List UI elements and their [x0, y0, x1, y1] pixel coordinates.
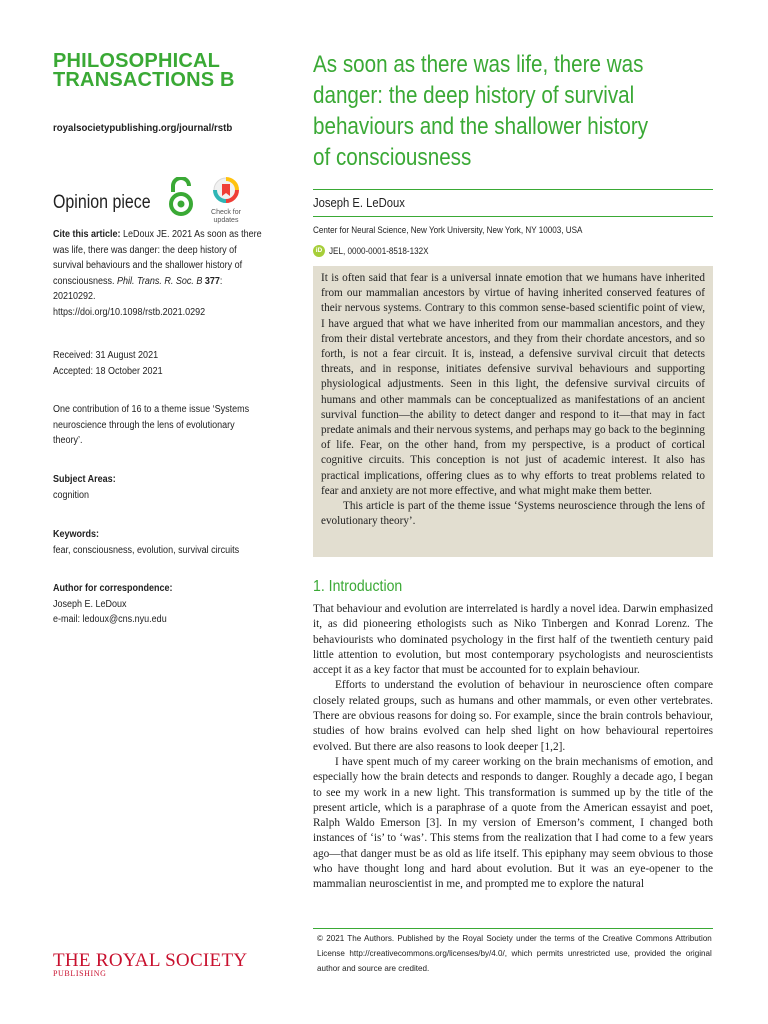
title-rule-bottom [313, 216, 713, 217]
orcid-id: JEL, 0000-0001-8518-132X [329, 245, 429, 256]
abstract-paragraph-2: This article is part of the theme issue ‘Systems neuroscience through the lens of evolutionary theory’. [321, 500, 705, 528]
correspondence-name: Joseph E. LeDoux [53, 598, 127, 610]
intro-paragraph-3: I have spent much of my career working on the brain mechanisms of emotion, and especially how the brain detects and responds to danger. Roughly a decade ago, I began to see my work in a new light. This transformation is summed up by the title of the present article, which is a paraphrase of a quote from the American essayist and poet, Ralph Waldo Emerson [3]. In my version of Emerson’s comment, I changed both instances of ‘is’ to ‘was’. This stems from the realization that I had come to a few years ago—that danger must be as old as life itself. This epiphany may seem obvious to those who have thought long and hard about evolution. But it was an eye-opener to the mammalian neuroscientist in me, and prompted me to explore the natural [313, 755, 713, 891]
orcid-row[interactable] [313, 244, 440, 257]
journal-name-line2: TRANSACTIONS B [53, 69, 235, 91]
check-updates-icon [212, 176, 240, 204]
contribution-note [53, 402, 263, 449]
open-access-icon [168, 177, 194, 217]
accepted-date: Accepted: 18 October 2021 [53, 365, 163, 377]
contribution-text: One contribution of 16 to a theme issue ‘Systems neuroscience through the lens of evolutionary theory’. [53, 404, 250, 446]
journal-name [53, 52, 273, 90]
intro-paragraph-2: Efforts to understand the evolution of behaviour in neuroscience often compare closely related groups, such as humans and other mammals, or even other vertebrates. There are obvious reasons for doing so. For example, since the brain controls behaviour, studies of how brains evolved can help shed light on how behavioural repertoires evolved. But there are also reasons to look deeper [1,2]. [313, 679, 713, 753]
citation-block [53, 227, 263, 320]
check-for-updates-badge[interactable] [204, 176, 248, 225]
title-rule-top [313, 189, 713, 190]
abstract-paragraph-1: It is often said that fear is a universal innate emotion that we humans have inherited from our mammalian ancestors by virtue of having inherited conserved features of their nervous systems. Contrary to this common sense-based scientific point of view, I have argued that what we have inherited from our mammalian ancestors, and they from their distal vertebrate ancestors, and they from their chordate ancestors, and so forth, is not a fear circuit. It is, instead, a defensive survival circuit that detects threats, and in response, initiates defensive survival behaviours and supporting physiological adjustments. Seen in this light, the defensive survival circuits of humans and other mammals can be conceptualized as manifestations of an ancient survival function—the ability to detect danger and respond to it—that may in fact predate animals and their nervous systems, and perhaps may go back to the beginning of life. Fear, on the other hand, from my perspective, is a product of cortical cognitive circuits. This conception is not just of academic interest. It also has practical implications, offering clues as to why efforts to treat problems related to fear and anxiety are not more effective, and what might make them better. [321, 272, 706, 497]
correspondence-block [53, 581, 263, 628]
subject-value: cognition [53, 489, 90, 501]
dates-block [53, 348, 263, 379]
royal-society-publishing: PUBLISHING [53, 969, 107, 978]
author-name: Joseph E. LeDoux [313, 196, 405, 210]
affiliation: Center for Neural Science, New York University, New York, NY 10003, USA [313, 225, 583, 235]
citation-article-no: : 20210292. [53, 275, 223, 302]
title-line-3: behaviours and the shallower history [313, 113, 649, 140]
subject-label: Subject Areas: [53, 474, 116, 485]
introduction-body [313, 602, 713, 893]
title-line-4: of consciousness [313, 144, 472, 171]
subject-areas [53, 472, 263, 503]
keywords-block [53, 527, 263, 558]
correspondence-email[interactable]: e-mail: ledoux@cns.nyu.edu [53, 614, 167, 625]
citation-volume: 377 [204, 275, 220, 287]
license-text: © 2021 The Authors. Published by the Royal Society under the terms of the Creative Commons Attribution License http://creativecommons.org/licenses/by/4.0/, which permits unrestricted use, provided the original author and source are credited. [317, 933, 712, 973]
royal-society-logo: THE ROYAL SOCIETY [53, 950, 248, 971]
check-updates-line1: Check for [211, 209, 241, 216]
article-type: Opinion piece [53, 192, 151, 213]
license-rule [313, 928, 713, 929]
journal-url[interactable]: royalsocietypublishing.org/journal/rstb [53, 122, 233, 134]
citation-journal: Phil. Trans. R. Soc. B [117, 275, 203, 287]
title-line-2: danger: the deep history of survival [313, 82, 635, 109]
section-heading-introduction: 1. Introduction [313, 578, 403, 595]
title-line-1: As soon as there was life, there was [313, 51, 644, 78]
orcid-icon: iD [313, 245, 325, 257]
citation-label: Cite this article: [53, 229, 121, 240]
citation-text: LeDoux JE. 2021 As soon as there was life, there was danger: the deep history of survival behaviours and the shallower history of consciousness. [53, 229, 262, 287]
keywords-label: Keywords: [53, 529, 100, 540]
correspondence-label: Author for correspondence: [53, 583, 173, 594]
journal-name-line1: PHILOSOPHICAL [53, 50, 221, 72]
intro-paragraph-1: That behaviour and evolution are interrelated is hardly a novel idea. Darwin emphasized it, as did pioneering ethologists such as Niko Tinbergen and Konrad Lorenz. The behaviourists who dominated psychology in the first half of the twentieth century paid little attention to evolution, but most contemporary psychologists and neuroscientists accept it as a key factor that must be accounted for to explain behaviour. [313, 603, 713, 677]
article-title [313, 49, 713, 173]
license-note [313, 931, 713, 976]
check-updates-line2: updates [213, 217, 239, 224]
citation-doi[interactable]: https://doi.org/10.1098/rstb.2021.0292 [53, 306, 206, 318]
abstract-box [313, 266, 713, 557]
keywords-value: fear, consciousness, evolution, survival circuits [53, 544, 240, 556]
received-date: Received: 31 August 2021 [53, 350, 159, 361]
